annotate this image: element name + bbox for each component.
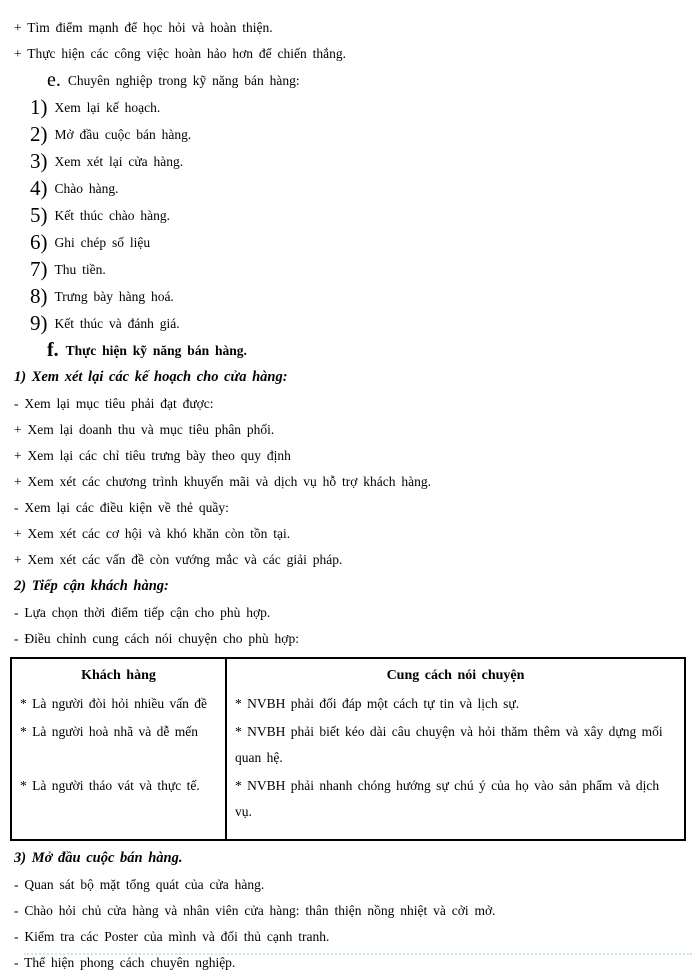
customer-style-table [10,657,686,841]
body-line: + Xem xét các vấn đề còn vướng mắc và các giải pháp. [14,552,343,567]
list-marker: 5) [30,203,48,227]
table-cell: * Là người tháo vát và thực tế. [11,772,226,840]
body-line: + Xem lại các chỉ tiêu trưng bày theo quy định [14,448,291,463]
body-line: - Chào hỏi chủ cửa hàng và nhân viên cửa hàng: thân thiện nồng nhiệt và cởi mở. [14,903,496,918]
list-item-text: Xem xét lại cửa hàng. [54,154,184,169]
list-marker: 3) [30,149,48,173]
body-line: - Thể hiện phong cách chuyên nghiệp. [14,955,236,970]
list-marker: 1) [30,95,48,119]
body-line: - Quan sát bộ mặt tổng quát của cửa hàng. [14,877,265,892]
list-item [30,256,686,283]
body-line: - Kiểm tra các Poster của mình và đối thủ cạnh tranh. [14,929,330,944]
table-cell: * Là người hoà nhã và dễ mến [11,718,226,772]
body-line: - Xem lại mục tiêu phải đạt được: [14,396,214,411]
table-header-cell: Khách hàng [11,658,226,690]
list-item [30,175,686,202]
table-header-cell: Cung cách nói chuyện [226,658,685,690]
list-marker: 8) [30,284,48,308]
body-line: + Xem xét các cơ hội và khó khăn còn tồn tại. [14,526,291,541]
list-item-text: Kết thúc chào hàng. [54,208,170,223]
table-cell: * NVBH phải đối đáp một cách tự tin và lịch sự. [226,690,685,718]
table-cell: * NVBH phải biết kéo dài câu chuyện và hỏi thăm thêm và xây dựng mối quan hệ. [226,718,685,772]
list-item [30,202,686,229]
list-item-text: Trưng bày hàng hoá. [54,289,174,304]
subsection-3-heading: 3) Mở đầu cuộc bán hàng. [14,850,183,866]
list-item-text: Kết thúc và đánh giá. [54,316,180,331]
list-item [30,148,686,175]
table-row [11,772,685,840]
list-item-text: Thu tiền. [54,262,106,277]
list-item-text: Xem lại kế hoạch. [54,100,161,115]
list-marker: 2) [30,122,48,146]
body-line: + Xem lại doanh thu và mục tiêu phân phối. [14,422,275,437]
list-item [30,283,686,310]
list-marker: 4) [30,176,48,200]
list-marker: f. [47,339,59,361]
section-item-f [47,337,686,364]
list-marker: 6) [30,230,48,254]
body-line: + Xem xét các chương trình khuyến mãi và dịch vụ hỗ trợ khách hàng. [14,474,431,489]
list-item-text: Chuyên nghiệp trong kỹ năng bán hàng: [67,73,300,88]
list-item-text: Chào hàng. [54,181,119,196]
table-header-row [11,658,685,690]
list-item-text: Ghi chép số liệu [54,235,151,250]
intro-line: + Thực hiện các công việc hoàn hảo hơn để chiến thắng. [14,46,346,61]
list-marker: 9) [30,311,48,335]
page-break-dotted-line [24,953,692,955]
list-item-text: Thực hiện kỹ năng bán hàng. [65,343,247,358]
list-item [30,94,686,121]
list-item [30,121,686,148]
table-cell: * Là người đòi hỏi nhiều vấn đề [11,690,226,718]
table-row [11,690,685,718]
body-line: - Lựa chọn thời điểm tiếp cận cho phù hợp. [14,605,271,620]
body-line: - Điều chỉnh cung cách nói chuyện cho phù hợp: [14,631,299,646]
list-marker: e. [47,69,61,91]
list-marker: 7) [30,257,48,281]
intro-line: + Tìm điểm mạnh để học hỏi và hoàn thiện. [14,20,273,35]
table-row [11,718,685,772]
subsection-2-heading: 2) Tiếp cận khách hàng: [14,578,169,594]
list-item-text: Mở đầu cuộc bán hàng. [54,127,192,142]
table-cell: * NVBH phải nhanh chóng hướng sự chú ý của họ vào sản phẩm và dịch vụ. [226,772,685,840]
list-item [30,310,686,337]
body-line: - Xem lại các điều kiện về thẻ quầy: [14,500,229,515]
subsection-1-heading: 1) Xem xét lại các kế hoạch cho cửa hàng: [14,369,288,385]
section-item-e [47,67,686,94]
list-item [30,229,686,256]
